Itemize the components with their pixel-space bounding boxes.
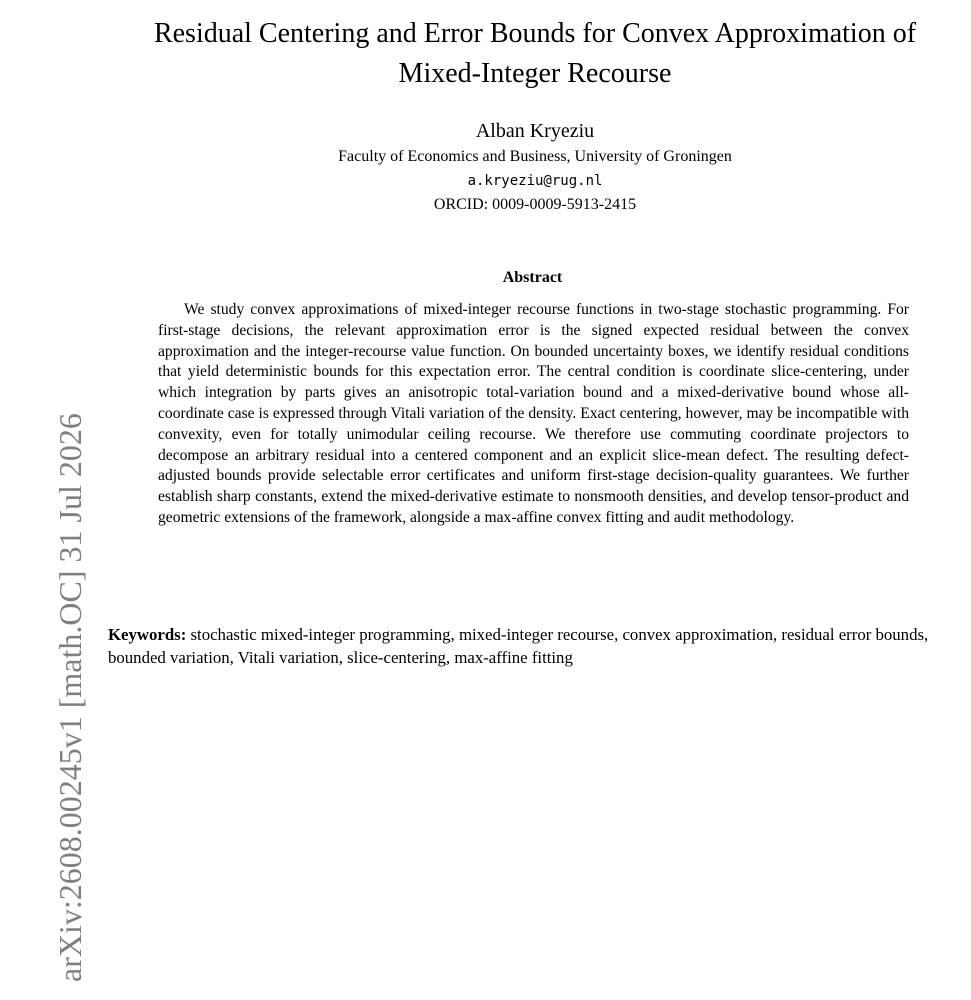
abstract-body: We study convex approximations of mixed-integer recourse functions in two-stage stochastic programming. For first-stage decisions, the relevant approximation error is the signed expected residual between the convex approximation and the integer-recourse value function. On bounded uncertainty boxes, we identify residual conditions that yield deterministic bounds for this expectation error. The central condition is coordinate slice-centering, under which integration by parts gives an anisotropic total-variation bound and a mixed-derivative bound whose all-coordinate case is expressed through Vitali variation of the density. Exact centering, however, may be incompatible with convexity, even for totally unimodular ceiling recourse. We therefore use commuting coordinate projectors to decompose an arbitrary residual into a centered component and an explicit slice-mean defect. The resulting defect-adjusted bounds provide selectable error certificates and uniform first-stage decision-quality guarantees. We further establish sharp constants, extend the mixed-derivative estimate to nonsmooth densities, and develop tensor-product and geometric extensions of the framework, alongside a max-affine convex fitting and audit methodology.	[158, 301, 909, 526]
abstract-heading: Abstract	[502, 269, 563, 286]
author-name: Alban Kryeziu	[475, 120, 595, 142]
author-block	[105, 118, 965, 216]
author-affiliation: Faculty of Economics and Business, University of Groningen	[338, 148, 732, 165]
paper-title	[105, 14, 965, 94]
author-email: a.kryeziu@rug.nl	[467, 173, 603, 189]
paper-title-line-2: Mixed-Integer Recourse	[398, 58, 672, 89]
keywords-label: Keywords:	[108, 625, 187, 644]
keywords-text: stochastic mixed-integer programming, mixed-integer recourse, convex approximation, residual error bounds, bounded variation, Vitali variation, slice-centering, max-affine fitting	[108, 625, 929, 667]
keywords-section	[108, 623, 959, 669]
paper-title-line-1: Residual Centering and Error Bounds for Convex Approximation of	[153, 18, 917, 49]
arxiv-identifier-stamp: arXiv:2608.00245v1 [math.OC] 31 Jul 2026	[52, 413, 88, 982]
author-orcid: ORCID: 0009-0009-5913-2415	[433, 196, 637, 213]
